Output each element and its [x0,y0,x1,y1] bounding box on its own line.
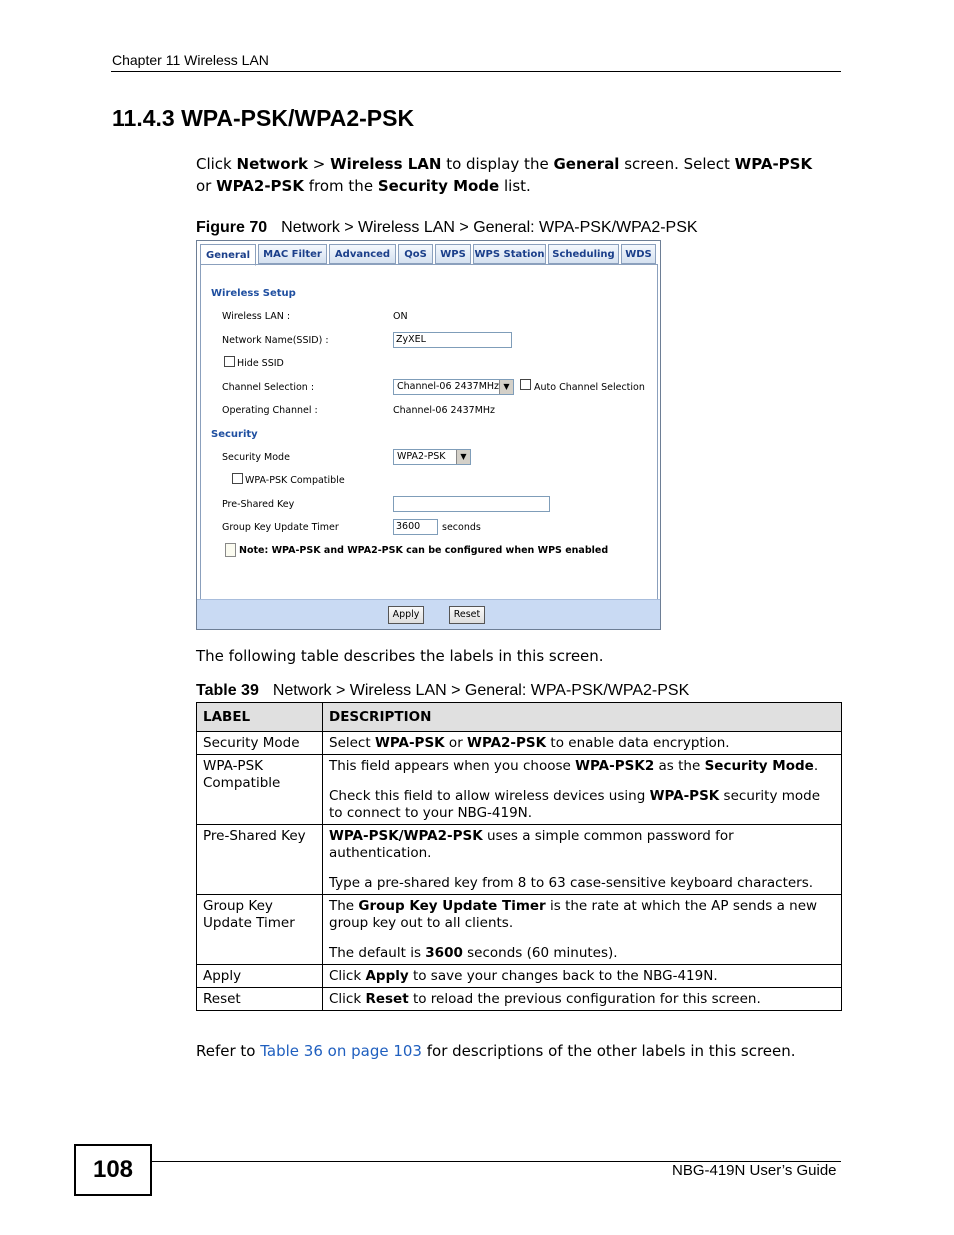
hide-ssid-checkbox[interactable] [224,356,235,367]
table-row [197,895,842,965]
tab-wds[interactable]: WDS [621,244,656,264]
row-description: Click Reset to reload the previous configuration for this screen. [323,988,842,1011]
table-row [197,965,842,988]
tab-general[interactable]: General [200,244,256,266]
channel-selection-label: Channel Selection : [222,382,315,393]
operating-channel-value: Channel-06 2437MHz [393,405,496,416]
group-key-timer-label: Group Key Update Timer [222,522,339,533]
apply-button[interactable]: Apply [388,606,424,624]
pre-shared-key-input[interactable] [393,496,550,512]
security-heading: Security [211,429,258,440]
ssid-input[interactable]: ZyXEL [393,332,512,348]
wpa-psk-compatible-checkbox[interactable] [232,473,243,484]
row-label: Pre-Shared Key [197,825,323,895]
row-label: Reset [197,988,323,1011]
tab-advanced[interactable]: Advanced [329,244,396,264]
following-text: The following table describes the labels in this screen. [196,647,604,665]
note-icon [225,543,236,557]
table-row [197,988,842,1011]
column-header-description: DESCRIPTION [323,703,842,732]
table-row [197,732,842,755]
figure-screenshot [196,240,661,630]
chevron-down-icon: ▼ [499,380,513,394]
security-mode-label: Security Mode [222,452,290,463]
tab-qos[interactable]: QoS [398,244,433,264]
page-number: 108 [74,1144,152,1196]
table-36-link[interactable]: Table 36 on page 103 [260,1042,422,1060]
table-caption: Table 39 Network > Wireless LAN > General: WPA-PSK/WPA2-PSK [196,682,690,699]
tab-wps-station[interactable]: WPS Station [473,244,546,264]
wpa-psk-compatible-label: WPA-PSK Compatible [245,475,345,486]
row-description: This field appears when you choose WPA-PSK2 as the Security Mode. Check this field to allow wireless devices using WPA-PSK security mode to connect to your NBG-419N. [323,755,842,825]
table-row [197,755,842,825]
row-description: WPA-PSK/WPA2-PSK uses a simple common password for authentication. Type a pre-shared key from 8 to 63 case-sensitive keyboard characters. [323,825,842,895]
button-bar [197,599,660,629]
tab-wps[interactable]: WPS [435,244,471,264]
refer-paragraph: Refer to Table 36 on page 103 for descriptions of the other labels in this screen. [196,1042,796,1060]
table-header-row [197,703,842,732]
tab-mac-filter[interactable]: MAC Filter [258,244,327,264]
row-description: Select WPA-PSK or WPA2-PSK to enable data encryption. [323,732,842,755]
tab-scheduling[interactable]: Scheduling [548,244,619,264]
chapter-header: Chapter 11 Wireless LAN [112,52,269,68]
header-rule [111,71,841,72]
note-text: Note: WPA-PSK and WPA2-PSK can be configured when WPS enabled [239,545,609,556]
auto-channel-label: Auto Channel Selection [534,382,645,393]
group-key-timer-input[interactable]: 3600 [393,519,438,535]
row-description: Click Apply to save your changes back to the NBG-419N. [323,965,842,988]
chevron-down-icon: ▼ [456,450,470,464]
wireless-lan-label: Wireless LAN : [222,311,291,322]
operating-channel-label: Operating Channel : [222,405,318,416]
pre-shared-key-label: Pre-Shared Key [222,499,295,510]
wireless-lan-value: ON [393,311,408,322]
channel-select[interactable]: Channel-06 2437MHz ▼ [393,379,514,395]
row-label: Security Mode [197,732,323,755]
hide-ssid-label: Hide SSID [237,358,284,369]
row-description: The Group Key Update Timer is the rate at which the AP sends a new group key out to all clients. The default is 3600 seconds (60 minutes). [323,895,842,965]
group-key-timer-unit: seconds [442,522,481,533]
row-label: WPA-PSK Compatible [197,755,323,825]
tab-bar [200,244,658,264]
auto-channel-checkbox[interactable] [520,379,531,390]
section-title: 11.4.3 WPA-PSK/WPA2-PSK [112,105,415,131]
row-label: Group Key Update Timer [197,895,323,965]
row-label: Apply [197,965,323,988]
table-row [197,825,842,895]
security-mode-select[interactable]: WPA2-PSK ▼ [393,449,471,465]
ssid-label: Network Name(SSID) : [222,335,329,346]
column-header-label: LABEL [197,703,323,732]
description-table [196,702,842,1011]
wireless-setup-heading: Wireless Setup [211,288,296,299]
reset-button[interactable]: Reset [449,606,485,624]
intro-paragraph: Click Network > Wireless LAN to display the General screen. Select WPA-PSK or WPA2-PSK from the Security Mode list. [196,155,813,195]
figure-caption: Figure 70 Network > Wireless LAN > General: WPA-PSK/WPA2-PSK [196,219,698,236]
guide-title: NBG-419N User’s Guide [672,1162,837,1179]
